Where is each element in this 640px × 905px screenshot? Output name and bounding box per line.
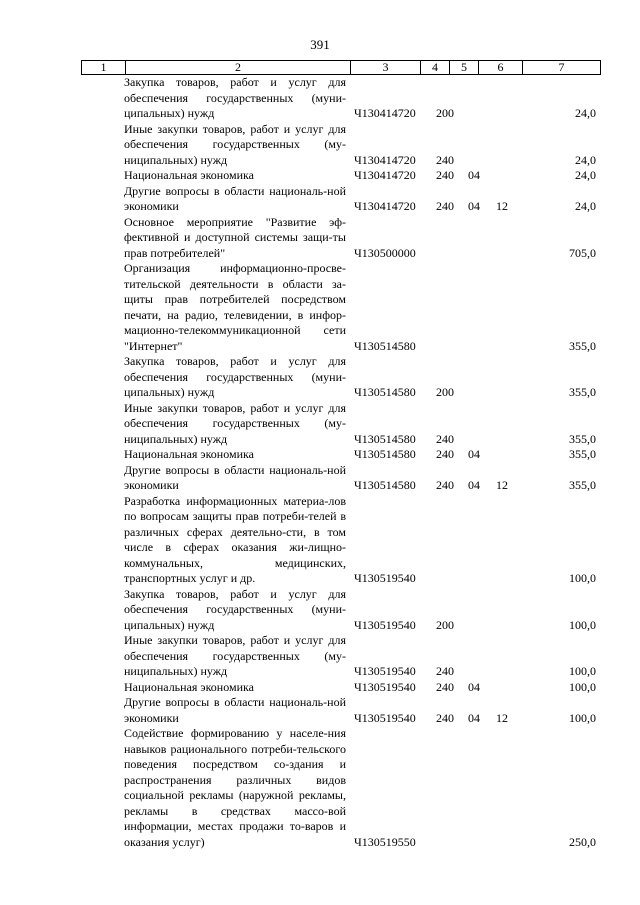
table-row: [0, 494, 640, 587]
row-target-code: Ч130414720: [354, 168, 416, 182]
row-expense-type: 240: [436, 152, 454, 167]
row-amount: 24,0: [575, 199, 596, 213]
row-section: 04: [468, 447, 480, 461]
row-target-code: Ч130514580: [354, 447, 416, 461]
row-amount: 355,0: [569, 447, 596, 461]
row-target-code: Ч130519550: [354, 834, 416, 849]
row-target-code: Ч130514580: [354, 338, 416, 353]
page-number: 391: [310, 37, 330, 52]
table-row: [0, 695, 640, 726]
table-row: [0, 354, 640, 401]
row-target-code: Ч130500000: [354, 245, 416, 260]
column-header-3: 3: [382, 60, 389, 74]
row-target-code: Ч130514580: [354, 431, 416, 446]
row-amount: 100,0: [569, 710, 596, 725]
table-row: [0, 122, 640, 169]
table-row: [0, 726, 640, 850]
table-row: [0, 75, 640, 122]
table-row: [0, 215, 640, 262]
table-row: [0, 587, 640, 634]
row-description: Национальная экономика: [124, 447, 254, 461]
row-description: Организация информационно-просве-тительской деятельности в области за-щиты прав потребителей посредством печати, на радио, телевидении, в инфор-мационно-телекоммуникационной сети "Интернет": [124, 261, 346, 353]
row-description: Иные закупки товаров, работ и услуг для обеспечения государственных (му-ниципальных) нужд: [124, 400, 346, 446]
row-amount: 24,0: [575, 106, 596, 120]
table-row: [0, 447, 640, 463]
row-target-code: Ч130414720: [354, 106, 416, 120]
row-subsection: 12: [496, 478, 508, 492]
row-section: 04: [468, 710, 480, 725]
column-header-6: 6: [497, 60, 504, 74]
row-section: 04: [468, 679, 480, 694]
row-description: Закупка товаров, работ и услуг для обеспечения государственных (муни-ципальных) нужд: [124, 354, 346, 399]
row-amount: 24,0: [575, 152, 596, 167]
row-description: Другие вопросы в области националь-ной экономики: [124, 462, 346, 492]
row-description: Основное мероприятие "Развитие эф-фективной и доступной системы защи-ты прав потребителей": [124, 214, 346, 260]
row-amount: 355,0: [569, 338, 596, 353]
row-expense-type: 240: [436, 679, 454, 694]
table-body: [0, 75, 640, 850]
table-row: [0, 633, 640, 680]
row-target-code: Ч130519540: [354, 571, 416, 585]
column-header-4: 4: [432, 60, 438, 74]
row-amount: 100,0: [569, 571, 596, 585]
column-header-1: 1: [100, 60, 107, 74]
row-amount: 100,0: [569, 679, 596, 694]
row-amount: 705,0: [569, 245, 596, 260]
row-amount: 355,0: [569, 478, 596, 492]
row-expense-type: 240: [436, 478, 454, 492]
row-target-code: Ч130519540: [354, 710, 416, 725]
row-amount: 250,0: [569, 834, 596, 849]
row-description: Другие вопросы в области националь-ной экономики: [124, 695, 346, 725]
row-amount: 100,0: [569, 617, 596, 632]
row-description: Разработка информационных материа-лов по вопросам защиты прав потреби-телей в различных сферах деятельно-сти, в том числе в сферах оказания жи-лищно-коммунальных, медицинских, транспортных услуг и др.: [124, 493, 346, 585]
row-target-code: Ч130519540: [354, 617, 416, 632]
row-description: Закупка товаров, работ и услуг для обеспечения государственных (муни-ципальных) нужд: [124, 75, 346, 120]
row-expense-type: 200: [436, 617, 454, 632]
row-description: Закупка товаров, работ и услуг для обеспечения государственных (муни-ципальных) нужд: [124, 586, 346, 632]
row-expense-type: 200: [436, 385, 454, 399]
row-expense-type: 240: [436, 431, 454, 446]
table-row: [0, 184, 640, 215]
row-section: 04: [468, 478, 480, 492]
table-row: [0, 261, 640, 354]
row-description: Содействие формированию у населе-ния навыков рационального потреби-тельского поведения посредством со-здания и распространения различных видов социальной рекламы (наружной рекламы, рекламы в средствах массо-вой информации, местах продажи то-варов и оказания услуг): [124, 726, 346, 849]
row-target-code: Ч130519540: [354, 664, 416, 678]
table-row: [0, 168, 640, 184]
row-expense-type: 200: [436, 106, 454, 120]
column-header-7: 7: [558, 60, 565, 74]
row-description: Национальная экономика: [124, 679, 254, 694]
column-header-2: 2: [235, 60, 241, 74]
table-header: [81, 60, 601, 75]
row-amount: 355,0: [569, 385, 596, 399]
table-row: [0, 401, 640, 448]
row-expense-type: 240: [436, 199, 454, 213]
row-subsection: 12: [496, 710, 508, 725]
row-description: Иные закупки товаров, работ и услуг для обеспечения государственных (му-ниципальных) нужд: [124, 121, 346, 167]
row-amount: 100,0: [569, 664, 596, 678]
row-target-code: Ч130514580: [354, 478, 416, 492]
row-section: 04: [468, 199, 480, 213]
row-description: Другие вопросы в области националь-ной экономики: [124, 183, 346, 213]
row-subsection: 12: [496, 199, 508, 213]
row-section: 04: [468, 168, 480, 182]
row-expense-type: 240: [436, 447, 454, 461]
column-header-5: 5: [461, 60, 467, 74]
row-target-code: Ч130414720: [354, 152, 416, 167]
table-row: [0, 463, 640, 494]
row-amount: 24,0: [575, 168, 596, 182]
row-amount: 355,0: [569, 431, 596, 446]
row-description: Иные закупки товаров, работ и услуг для обеспечения государственных (му-ниципальных) нужд: [124, 633, 346, 678]
row-expense-type: 240: [436, 710, 454, 725]
row-description: Национальная экономика: [124, 168, 254, 182]
table-row: [0, 680, 640, 696]
row-expense-type: 240: [436, 168, 454, 182]
row-expense-type: 240: [436, 664, 454, 678]
row-target-code: Ч130514580: [354, 385, 416, 399]
row-target-code: Ч130414720: [354, 199, 416, 213]
row-target-code: Ч130519540: [354, 679, 416, 694]
